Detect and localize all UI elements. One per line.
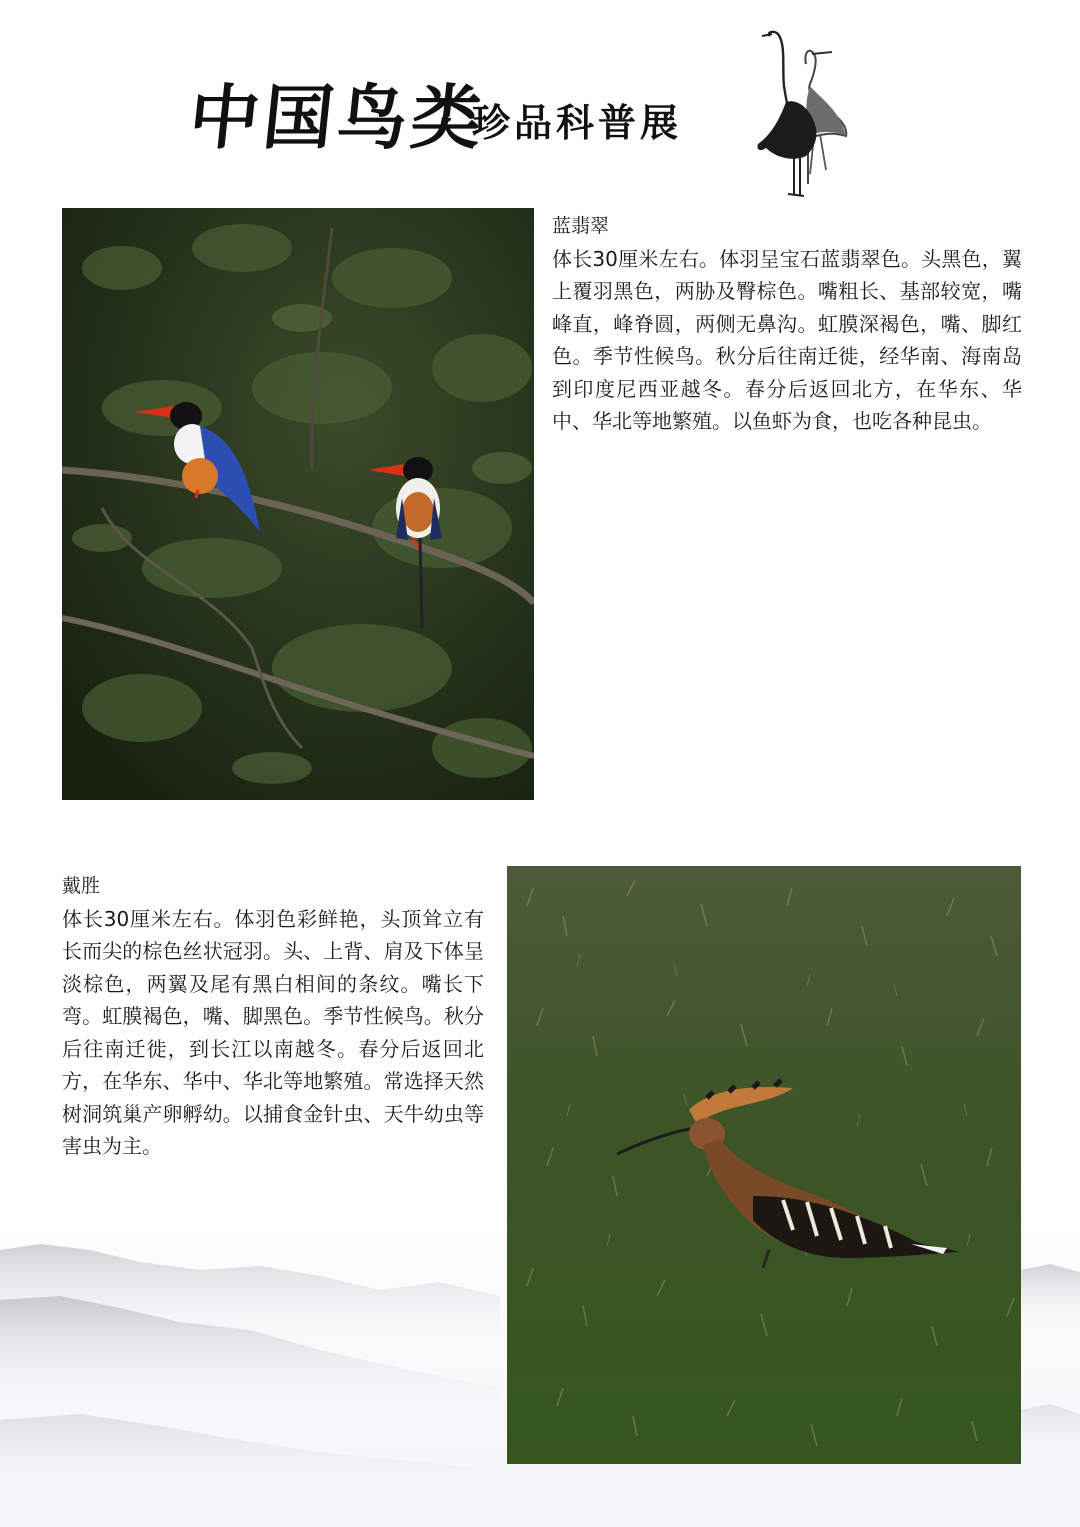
title-main: 中国鸟类	[185, 76, 490, 159]
crane-illustration-icon	[748, 24, 858, 200]
bird-name: 戴胜	[62, 875, 101, 897]
hoopoe-description	[62, 870, 484, 1163]
hoopoe-photo	[507, 866, 1021, 1464]
bird-name: 蓝翡翠	[552, 215, 610, 237]
kingfisher-description	[552, 210, 1022, 438]
kingfisher-photo	[62, 208, 534, 800]
bird-description: 体长30厘米左右。体羽呈宝石蓝翡翠色。头黑色，翼上覆羽黑色，两胁及臀棕色。嘴粗长、基部较宽，嘴峰直，峰脊圆，两侧无鼻沟。虹膜深褐色，嘴、脚红色。季节性候鸟。秋分后往南迁徙，经华南、海南岛到印度尼西亚越冬。春分后返回北方，在华东、华中、华北等地繁殖。以鱼虾为食，也吃各种昆虫。	[552, 246, 1022, 433]
header	[185, 60, 770, 180]
title-sub: 珍品科普展	[472, 100, 683, 145]
bird-description: 体长30厘米左右。体羽色彩鲜艳，头顶耸立有长而尖的棕色丝状冠羽。头、上背、肩及下体呈淡棕色，两翼及尾有黑白相间的条纹。嘴长下弯。虹膜褐色，嘴、脚黑色。季节性候鸟。秋分后往南迁徙，到长江以南越冬。春分后返回北方，在华东、华中、华北等地繁殖。常选择天然树洞筑巢产卵孵幼。以捕食金针虫、天牛幼虫等害虫为主。	[62, 906, 484, 1158]
